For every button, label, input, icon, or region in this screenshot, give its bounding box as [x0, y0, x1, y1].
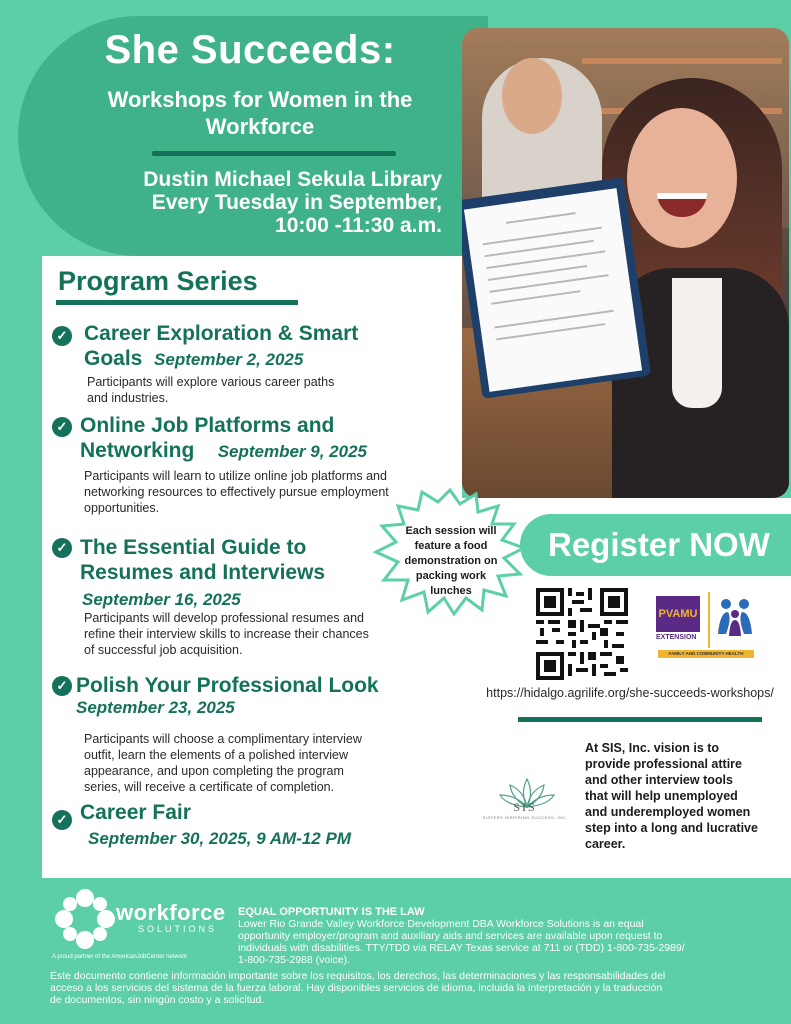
photo-paper: [464, 188, 642, 392]
photo-shelf: [582, 58, 782, 64]
person-body: [729, 620, 741, 636]
check-circle-icon: ✓: [52, 676, 72, 696]
eeo-body: Lower Rio Grande Valley Workforce Development DBA Workforce Solutions is an equal opportunity employer/program and auxiliary aids and services are available upon request to individuals with disabilities. TTY/TDD via RELAY Texas service at 711 or (TDD) 1-800-735-2989/ 1-800-735-2988 (voice).: [238, 918, 685, 966]
paper-line: [491, 290, 580, 305]
program-item-desc: Participants will develop professional resumes and refine their interview skills to increase their chances of successful job acquisition.: [84, 611, 369, 657]
program-heading: Program Series: [58, 266, 258, 296]
program-item-date: September 16, 2025: [82, 590, 241, 609]
divider: [56, 300, 298, 305]
page-title: She Succeeds:: [104, 28, 396, 72]
program-item-date: September 9, 2025: [217, 442, 367, 461]
photo-background-head: [502, 58, 562, 134]
paper-line: [506, 212, 576, 224]
person-body: [718, 612, 730, 634]
pvamu-logo: PVAMU: [656, 596, 700, 632]
program-item-title: Career Exploration & Smart Goals September 2, 2025: [84, 322, 359, 370]
program-item-desc: Participants will explore various career paths and industries.: [87, 375, 335, 405]
sis-tagline: SISTERS INSPIRING SUCCESS, INC.: [482, 815, 568, 820]
spanish-notice: Este documento contiene información importante sobre los requisitos, los derechos, las determinaciones y las responsabilidades del acceso a los servicios del sistema de la fuerza laboral. Hay disponibles servicios de idioma, incluida la interpretación y la traducción de documentos, sin ningún costo y a solicitud.: [50, 970, 666, 1006]
person-body: [740, 612, 752, 634]
logo-center: [75, 909, 95, 929]
person-head: [731, 610, 739, 618]
photo-face: [627, 108, 737, 248]
program-item-title: Career Fair: [80, 801, 191, 824]
extension-label: EXTENSION: [656, 634, 697, 641]
program-item-date: September 23, 2025: [76, 698, 235, 717]
food-demo-note: Each session will feature a food demonstration on packing work lunches: [404, 525, 498, 597]
person-head: [721, 599, 731, 609]
program-item-title: Polish Your Professional Look: [76, 674, 379, 697]
eeo-title: EQUAL OPPORTUNITY IS THE LAW: [238, 906, 425, 918]
sis-description: At SIS, Inc. vision is to provide professional attire and other interview tools that will help unemployed and underemployed women step into a long and lucrative career.: [585, 741, 758, 851]
program-item-title: Online Job Platforms and Networking September 9, 2025: [80, 414, 367, 462]
check-circle-icon: ✓: [52, 417, 72, 437]
check-circle-icon: ✓: [52, 810, 72, 830]
venue-line: 10:00 -11:30 a.m.: [275, 214, 442, 237]
partner-note: A proud partner of the AmericanJobCenter network: [52, 954, 188, 960]
divider: [518, 717, 762, 722]
venue-info: [60, 168, 442, 237]
workforce-sub: SOLUTIONS: [138, 924, 218, 934]
hero-photo: [462, 28, 789, 498]
program-item-date: September 30, 2025, 9 AM-12 PM: [88, 829, 351, 848]
page-subtitle: Workshops for Women in the Workforce: [107, 87, 413, 139]
check-circle-icon: ✓: [52, 326, 72, 346]
program-item-title: The Essential Guide to Resumes and Interviews: [80, 536, 326, 584]
program-item-date: September 2, 2025: [154, 350, 304, 369]
partner-logos: [656, 590, 758, 660]
qr-code-icon[interactable]: [536, 588, 628, 680]
venue-line: Dustin Michael Sekula Library: [143, 168, 442, 191]
venue-line: Every Tuesday in September,: [151, 191, 442, 214]
workforce-brand: workforce: [116, 900, 226, 925]
workforce-logo-icon: [54, 888, 116, 950]
register-url[interactable]: https://hidalgo.agrilife.org/she-succeeds-workshops/: [486, 686, 774, 700]
sis-logo-text: SIS: [513, 800, 537, 814]
program-item-desc: Participants will learn to utilize online job platforms and networking resources to effectively pursue employment opportunities.: [84, 469, 389, 515]
program-item-desc: Participants will choose a complimentary interview outfit, learn the elements of a polished interview appearance, and upon completing the program series, will receive a certificate of completion.: [84, 732, 362, 794]
photo-shirt: [672, 278, 722, 408]
register-label[interactable]: Register NOW: [548, 526, 770, 563]
person-head: [739, 599, 749, 609]
check-circle-icon: ✓: [52, 538, 72, 558]
people-icon: [714, 596, 756, 638]
divider: [152, 151, 396, 156]
divider: [708, 592, 710, 648]
fch-label: FAMILY AND COMMUNITY HEALTH: [658, 650, 754, 658]
